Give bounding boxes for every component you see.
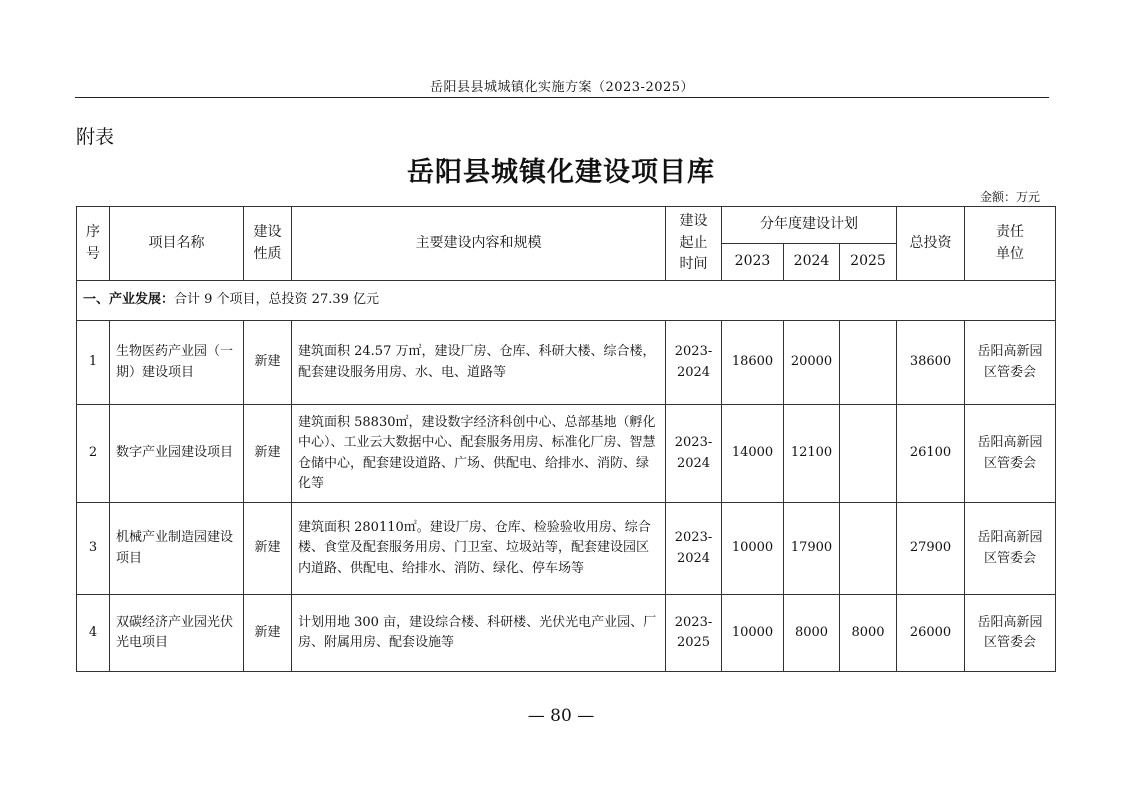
row-unit: [965, 321, 1056, 405]
col-header-total: 总投资: [897, 207, 965, 281]
row-period-end: 2024: [676, 455, 711, 471]
row-total: 27900: [897, 503, 965, 595]
col-header-seq-line2: 号: [86, 245, 100, 262]
col-header-nature-line2: 性质: [253, 245, 282, 262]
row-nature: 新建: [244, 321, 292, 405]
row-2024: 12100: [784, 405, 840, 503]
row-period: [666, 503, 722, 595]
col-header-seq-line1: 序: [86, 223, 100, 240]
col-header-period-line2: 起止: [679, 234, 708, 251]
row-unit-line2: 区管委会: [983, 635, 1036, 650]
section-summary: 合计 9 个项目，总投资 27.39 亿元: [174, 292, 380, 308]
header-rule: [75, 97, 1049, 98]
row-content: 建筑面积 24.57 万㎡，建设厂房、仓库、科研大楼、综合楼，配套建设服务用房、水、电、道路等: [292, 321, 666, 405]
row-nature: 新建: [244, 405, 292, 503]
col-header-seq: [77, 207, 110, 281]
row-2023: 18600: [722, 321, 784, 405]
row-total: 26000: [897, 595, 965, 672]
row-name: 机械产业制造园建设项目: [110, 503, 244, 595]
row-unit-line2: 区管委会: [983, 455, 1036, 471]
row-nature: 新建: [244, 595, 292, 672]
row-period-start: 2023-: [674, 435, 713, 451]
row-total: 26100: [897, 405, 965, 503]
row-period: [666, 405, 722, 503]
row-period-end: 2024: [676, 364, 711, 380]
col-header-unit-line1: 责任: [996, 223, 1024, 240]
col-header-2025: 2025: [840, 244, 897, 281]
row-2025: [840, 321, 897, 405]
project-table: [76, 206, 1056, 672]
col-header-nature-line1: 建设: [253, 223, 282, 240]
row-unit-line1: 岳阳高新园: [977, 344, 1043, 360]
col-header-name: 项目名称: [110, 207, 244, 281]
row-unit-line1: 岳阳高新园: [977, 435, 1043, 451]
row-unit: [965, 503, 1056, 595]
col-header-unit-line2: 单位: [996, 245, 1024, 262]
row-content: 建筑面积 58830㎡，建设数字经济科创中心、总部基地（孵化中心）、工业云大数据中心、配套服务用房、标准化厂房、智慧仓储中心，配套建设道路、广场、供配电、给排水、消防、绿化等: [292, 405, 666, 503]
table-row: [77, 405, 1056, 503]
col-header-period-line3: 时间: [679, 256, 708, 273]
unit-note: 金额：万元: [979, 190, 1040, 204]
col-header-2024: 2024: [784, 244, 840, 281]
row-period-end: 2025: [676, 635, 711, 650]
row-2024: 20000: [784, 321, 840, 405]
row-name: 数字产业园建设项目: [110, 405, 244, 503]
col-header-2023: 2023: [722, 244, 784, 281]
row-total: 38600: [897, 321, 965, 405]
table-row: [77, 321, 1056, 405]
col-header-period-line1: 建设: [679, 212, 708, 229]
page-number: — 80 —: [527, 706, 595, 726]
row-2025: [840, 503, 897, 595]
row-2024: 17900: [784, 503, 840, 595]
row-2023: 14000: [722, 405, 784, 503]
col-header-period: [666, 207, 722, 281]
row-seq: 4: [77, 595, 110, 672]
section-heading: 一、产业发展：: [83, 292, 175, 308]
row-unit-line2: 区管委会: [983, 364, 1036, 380]
table-row: [77, 595, 1056, 672]
row-content: 计划用地 300 亩，建设综合楼、科研楼、光伏光电产业园、厂房、附属用房、配套设施等: [292, 595, 666, 672]
col-header-unit: [965, 207, 1056, 281]
row-name: 生物医药产业园（一期）建设项目: [110, 321, 244, 405]
row-unit: [965, 405, 1056, 503]
row-2024: 8000: [784, 595, 840, 672]
row-unit: [965, 595, 1056, 672]
row-period-start: 2023-: [674, 344, 713, 360]
table-row: [77, 503, 1056, 595]
col-header-plan: 分年度建设计划: [722, 207, 897, 244]
row-2025: 8000: [840, 595, 897, 672]
appendix-label: 附表: [76, 126, 115, 148]
row-period-start: 2023-: [674, 614, 713, 630]
running-header: 岳阳县县城城镇化实施方案（2023-2025）: [429, 80, 695, 95]
page-title: 岳阳县城镇化建设项目库: [407, 157, 715, 188]
section-row-industry: [77, 281, 1056, 321]
row-period: [666, 595, 722, 672]
row-nature: 新建: [244, 503, 292, 595]
row-period-end: 2024: [676, 550, 711, 566]
col-header-nature: [244, 207, 292, 281]
row-content: 建筑面积 280110㎡。建设厂房、仓库、检验验收用房、综合楼、食堂及配套服务用房、门卫室、垃圾站等，配套建设园区内道路、供配电、给排水、消防、绿化、停车场等: [292, 503, 666, 595]
row-2025: [840, 405, 897, 503]
row-seq: 2: [77, 405, 110, 503]
row-name: 双碳经济产业园光伏光电项目: [110, 595, 244, 672]
row-period-start: 2023-: [674, 530, 713, 546]
row-unit-line1: 岳阳高新园: [977, 614, 1043, 630]
row-2023: 10000: [722, 503, 784, 595]
row-seq: 3: [77, 503, 110, 595]
row-seq: 1: [77, 321, 110, 405]
row-period: [666, 321, 722, 405]
row-unit-line1: 岳阳高新园: [977, 530, 1043, 546]
row-2023: 10000: [722, 595, 784, 672]
col-header-content: 主要建设内容和规模: [292, 207, 666, 281]
row-unit-line2: 区管委会: [983, 550, 1036, 566]
